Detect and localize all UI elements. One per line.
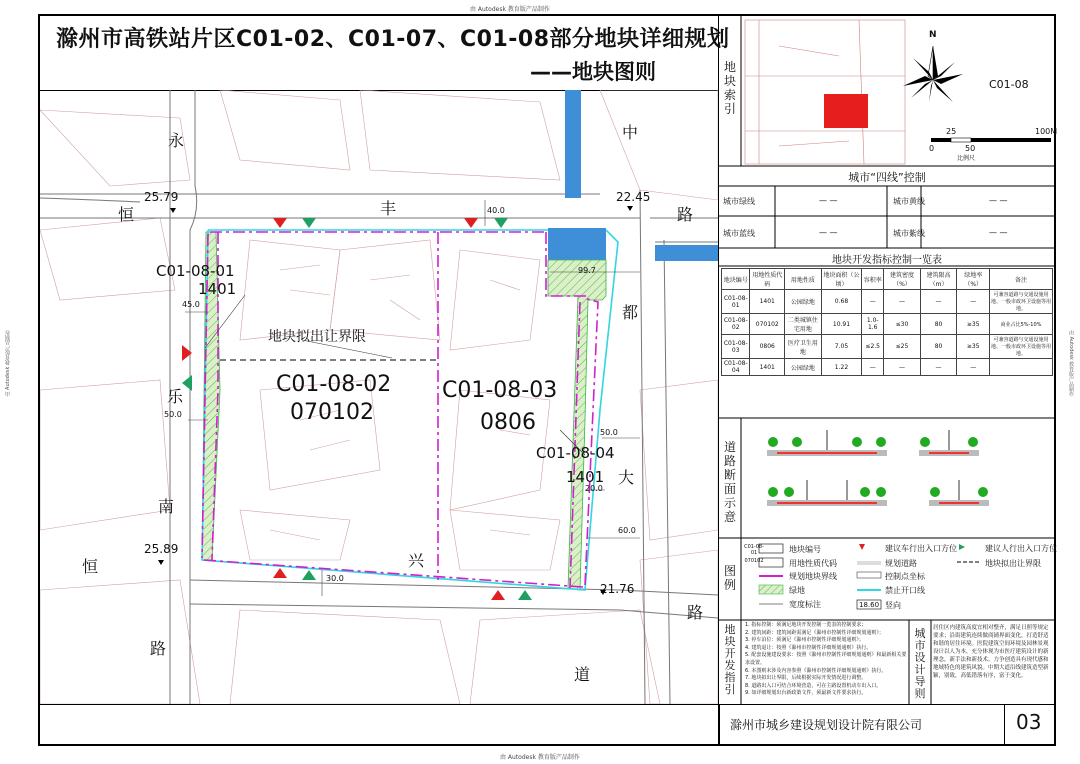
indicators-table-wrap	[721, 268, 1053, 376]
parcel-03-code: 0806	[480, 410, 536, 435]
list-item: 3. 停车泊位：须满足《滁州市控制性详细规划通则》；	[745, 637, 864, 644]
table-cell: 070102	[750, 314, 785, 335]
table-row	[722, 335, 1053, 359]
elevation-top-right: 22.45	[616, 190, 651, 204]
elevation-bottom-left: 25.89	[144, 542, 179, 556]
green-strip-east	[548, 260, 606, 590]
legend-vehicle-entry: 建议车行出入口方位	[885, 544, 957, 553]
dim-99: 99.7	[578, 266, 596, 275]
dev-guide-label: 地块开发指引	[724, 623, 736, 696]
table-header-cell: 建筑密度（%）	[884, 269, 921, 290]
list-item: 2. 建筑间距：建筑间距需满足《滁州市控制性详细规划通则》；	[745, 629, 884, 636]
table-cell: 1401	[750, 359, 785, 376]
elevation-bottom-right: 21.76	[600, 582, 635, 596]
legend-elevation: 竖向	[885, 601, 901, 610]
legend-boundary: 规划地块界线	[789, 572, 837, 581]
city-design-label: 城市设计导则	[914, 627, 926, 700]
green-line-value: — —	[819, 196, 838, 205]
road-label-heng-top: 恒	[118, 205, 135, 224]
purple-line-label: 城市紫线	[893, 229, 925, 238]
table-cell: —	[862, 359, 884, 376]
road-label-le: 乐	[167, 387, 184, 406]
legend-setback: 宽度标注	[789, 600, 821, 609]
road-label-nan: 南	[158, 497, 175, 516]
table-cell: 商业占比5%-10%	[990, 314, 1053, 335]
cadastral-lines	[40, 90, 718, 704]
list-item: 6. 本图则未涉及内容参照《滁州市控制性详细规划通则》执行。	[745, 667, 887, 674]
table-cell: ≤2.5	[862, 335, 884, 359]
legend-ped-entry: 建议人行出入口方位	[985, 544, 1057, 553]
legend-elev-sample: 18.60	[859, 601, 880, 609]
road-section-label: 道路断面示意	[723, 440, 736, 524]
drawing-subtitle: ——地块图则	[530, 60, 656, 84]
purple-line-value: — —	[989, 228, 1008, 237]
table-cell	[990, 359, 1053, 376]
road-label-da: 大	[618, 468, 635, 487]
parcel-02-id: C01-08-02	[276, 372, 392, 397]
legend-parcel-id-sample: C01-08-01	[744, 544, 764, 556]
legend-label: 图例	[723, 564, 736, 592]
road-edges	[40, 90, 718, 704]
river-pond	[548, 228, 606, 260]
table-row	[722, 359, 1053, 376]
map-canvas	[40, 90, 718, 704]
parcel-01-code: 1401	[198, 280, 237, 298]
list-item: 8. 道路出入口可结合环境营造，可在主路设置机动车出入口。	[745, 682, 882, 689]
elevation-top-left: 25.79	[144, 190, 179, 204]
river-channel-east	[655, 245, 718, 261]
river-channel-north	[565, 90, 581, 198]
side-note-left: 由 Autodesk 教育版产品制作	[5, 330, 11, 397]
parcel-03-id: C01-08-03	[442, 378, 558, 403]
road-label-lu-top-right: 路	[677, 205, 694, 224]
table-header-cell: 地块编号	[722, 269, 750, 290]
transfer-boundary-label: 地块拟出让界限	[268, 329, 366, 345]
list-item: 1. 指标控制：须满足地块开发控制一览表的控制要求；	[745, 622, 867, 628]
table-cell: C01-08-01	[722, 290, 750, 314]
dev-guide-list	[745, 622, 907, 698]
table-cell: 公园绿地	[785, 359, 822, 376]
list-item: 4. 建筑退让：按照《滁州市控制性详细规划通则》执行。	[745, 644, 872, 651]
table-row	[722, 290, 1053, 314]
info-panel	[718, 16, 1058, 704]
dim-50-right: 50.0	[600, 428, 618, 437]
road-label-heng-bottom: 恒	[82, 557, 99, 576]
site-map	[40, 90, 718, 704]
road-section-drawings	[767, 430, 989, 506]
blue-line-value: — —	[819, 228, 838, 237]
index-block-label: C01-08	[989, 78, 1029, 91]
list-item: 7. 地块拟出让界限，后续根据实际开发情况进行调整。	[745, 675, 867, 682]
indicators-table	[721, 268, 1053, 376]
side-note-right: 由 Autodesk 教育版产品制作	[1068, 330, 1074, 397]
scale-bar	[931, 138, 1051, 142]
dim-50-left: 50.0	[164, 410, 182, 419]
road-label-lu-bottom-right: 路	[687, 603, 704, 622]
table-cell: —	[920, 359, 957, 376]
header-note: 由 Autodesk 教育版产品制作	[470, 6, 550, 13]
table-cell: 10.91	[821, 314, 862, 335]
table-header-row	[722, 269, 1053, 290]
list-item: 5. 配套设施建设要求：按照《滁州市控制性详细规划通则》和最新相关要求设置。	[745, 652, 907, 666]
road-label-lu-left: 路	[150, 639, 167, 658]
north-arrow-icon	[903, 46, 963, 102]
table-cell: —	[920, 290, 957, 314]
table-cell: 80	[920, 335, 957, 359]
table-cell: 1.22	[821, 359, 862, 376]
legend-land-code-sample: 070102	[744, 558, 764, 564]
table-cell: 7.05	[821, 335, 862, 359]
road-label-du: 都	[622, 303, 639, 322]
table-cell: ≤25	[884, 335, 921, 359]
road-label-dao: 道	[574, 665, 591, 684]
blue-line-label: 城市蓝线	[723, 229, 755, 238]
dim-60: 60.0	[618, 526, 636, 535]
index-highlight-block	[824, 94, 868, 128]
legend-parcel-id: 地块编号	[789, 545, 821, 554]
parcel-02-code: 070102	[290, 400, 374, 425]
footer-note: 由 Autodesk 教育版产品制作	[500, 754, 580, 761]
table-cell: 公园绿地	[785, 290, 822, 314]
dim-20: 20.0	[585, 484, 603, 493]
table-cell: C01-08-04	[722, 359, 750, 376]
table-cell: —	[884, 359, 921, 376]
table-header-cell: 用地性质代码	[750, 269, 785, 290]
scale-50: 50	[965, 144, 976, 153]
north-label: N	[929, 30, 937, 40]
table-cell: ≤30	[884, 314, 921, 335]
index-label: 地块索引	[723, 60, 736, 116]
yellow-line-value: — —	[989, 196, 1008, 205]
list-item: 9. 如详细规划出台新政策文件，须最新文件要求执行。	[745, 690, 867, 697]
table-cell: —	[957, 290, 990, 314]
parcel-01-id: C01-08-01	[156, 262, 235, 280]
dim-45: 45.0	[182, 300, 200, 309]
legend-land-code: 用地性质代码	[789, 559, 837, 568]
table-cell: C01-08-03	[722, 335, 750, 359]
indicators-title: 地块开发指标控制一览表	[832, 255, 942, 266]
table-cell: 二类城镇住宅用地	[785, 314, 822, 335]
table-cell: —	[862, 290, 884, 314]
table-cell: 0.68	[821, 290, 862, 314]
scale-label: 比例尺	[957, 155, 976, 162]
table-cell: C01-08-02	[722, 314, 750, 335]
drawing-title: 滁州市高铁站片区C01-02、C01-07、C01-08部分地块详细规划	[56, 27, 730, 52]
sheet-number: 03	[1016, 710, 1042, 734]
table-cell: 可兼容道路与交通设施用地、一般市政环卫设施等用地。	[990, 290, 1053, 314]
table-header-cell: 备注	[990, 269, 1053, 290]
table-row	[722, 314, 1053, 335]
scale-100: 100M	[1035, 127, 1058, 136]
table-header-cell: 建筑限高（m）	[920, 269, 957, 290]
city-design-text: 居住区内建筑高度宜相对整齐，满足日照等规定要求；沿街建筑连续做商铺界面变化，打造舒适和谐的居住环境。医院建筑空间环境及园林景观设计以人为本，充分体现为市医疗建筑设计的新理念，新手法和新技术。力争创造具有现代感和地域特色的建筑风貌。中期大道沿线建筑造型新颖，别致，高低错落有序，富于变化。	[933, 625, 1049, 679]
table-header-cell: 容积率	[862, 269, 884, 290]
table-cell: 1.0-1.6	[862, 314, 884, 335]
table-cell: 80	[920, 314, 957, 335]
table-cell: ≥35	[957, 314, 990, 335]
table-cell: —	[957, 359, 990, 376]
table-cell: 医疗卫生用地	[785, 335, 822, 359]
dim-40: 40.0	[487, 206, 505, 215]
dim-30: 30.0	[326, 574, 344, 583]
yellow-line-label: 城市黄线	[893, 197, 925, 206]
table-header-cell: 地块面积（公顷）	[821, 269, 862, 290]
road-label-yong: 永	[168, 131, 185, 150]
parcel-04-code: 1401	[566, 468, 605, 486]
table-cell: 1401	[750, 290, 785, 314]
scale-25: 25	[946, 127, 957, 136]
road-label-feng: 丰	[380, 199, 397, 218]
legend-planned-road: 规划道路	[885, 559, 917, 568]
table-cell: ≥35	[957, 335, 990, 359]
legend-transfer-line: 地块拟出让界限	[985, 559, 1041, 568]
table-cell: —	[884, 290, 921, 314]
footer-divider	[718, 704, 720, 744]
four-lines-title: 城市“四线”控制	[848, 171, 926, 184]
road-label-xing: 兴	[408, 551, 425, 570]
company-name: 滁州市城乡建设规划设计院有限公司	[730, 718, 923, 732]
green-line-label: 城市绿线	[723, 197, 755, 206]
table-cell: 0806	[750, 335, 785, 359]
legend-no-opening: 禁止开口线	[885, 586, 925, 595]
legend-green: 绿地	[789, 586, 805, 595]
road-label-zhong: 中	[622, 123, 639, 142]
scale-0: 0	[929, 144, 935, 153]
table-header-cell: 绿地率（%）	[957, 269, 990, 290]
table-cell: 可兼容道路与交通设施用地、一般市政环卫设施等用地。	[990, 335, 1053, 359]
parcel-04-id: C01-08-04	[536, 444, 615, 462]
legend-control-point: 控制点坐标	[885, 572, 925, 581]
table-header-cell: 用地性质	[785, 269, 822, 290]
parcel-boundary	[202, 232, 598, 588]
